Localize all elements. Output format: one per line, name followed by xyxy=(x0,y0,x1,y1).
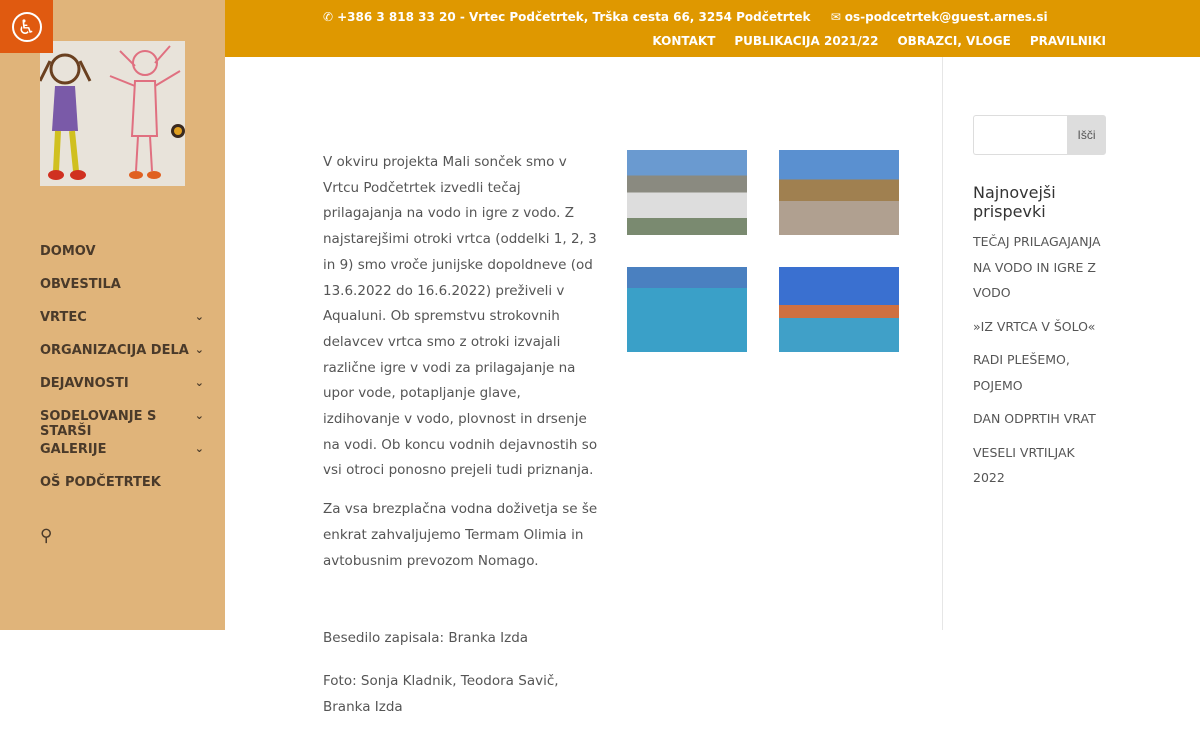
recent-post-link[interactable]: RADI PLEŠEMO, POJEMO xyxy=(973,352,1070,393)
recent-post-link[interactable]: TEČAJ PRILAGAJANJA NA VODO IN IGRE Z VODO xyxy=(973,234,1101,300)
nav-label: ORGANIZACIJA DELA xyxy=(40,343,189,358)
nav-item-organizacija-dela[interactable] xyxy=(40,343,210,376)
nav-label: VRTEC xyxy=(40,310,87,325)
chevron-down-icon[interactable]: ⌄ xyxy=(194,310,204,323)
sidebar xyxy=(0,0,225,630)
top-bar xyxy=(225,0,1200,57)
nav-label: OBVESTILA xyxy=(40,277,121,292)
nav-item-dejavnosti[interactable] xyxy=(40,376,210,409)
chevron-down-icon[interactable]: ⌄ xyxy=(194,343,204,356)
recent-posts-title: Najnovejši prispevki xyxy=(973,183,1056,221)
nav-item-obvestila[interactable] xyxy=(40,277,210,310)
accessibility-button[interactable] xyxy=(0,0,53,53)
nav-label: SODELOVANJE S STARŠI xyxy=(40,409,157,439)
recent-post-link[interactable]: DAN ODPRTIH VRAT xyxy=(973,411,1096,426)
photo-gallery xyxy=(627,150,899,352)
nav-label: DOMOV xyxy=(40,244,96,259)
gallery-photo-group[interactable] xyxy=(627,150,747,235)
nav-item-domov[interactable] xyxy=(40,244,210,277)
search-input[interactable] xyxy=(973,115,1067,155)
email-link[interactable]: os-podcetrtek@guest.arnes.si xyxy=(844,10,1048,24)
menu-kontakt[interactable]: KONTAKT xyxy=(652,34,716,48)
chevron-down-icon[interactable]: ⌄ xyxy=(194,376,204,389)
main-nav xyxy=(40,244,210,508)
contact-info xyxy=(323,10,1052,24)
gallery-photo-giraffes[interactable] xyxy=(779,150,899,235)
search-icon[interactable]: ⚲ xyxy=(40,526,53,546)
nav-item-os-podcetrtek[interactable] xyxy=(40,475,210,508)
menu-obrazci[interactable]: OBRAZCI, VLOGE xyxy=(897,34,1011,48)
top-menu xyxy=(652,34,1106,48)
recent-post-link[interactable]: »IZ VRTCA V ŠOLO« xyxy=(973,318,1096,334)
recent-post-link[interactable]: VESELI VRTILJAK 2022 xyxy=(973,444,1075,485)
author-credit: Besedilo zapisala: Branka Izda xyxy=(323,630,529,647)
accessibility-icon: ♿ xyxy=(12,12,42,42)
nav-label: DEJAVNOSTI xyxy=(40,376,129,391)
article-paragraph: V okviru projekta Mali sonček smo v Vrtcu Podčetrtek izvedli tečaj prilagajanja na vodo in igre z vodo. Z najstarejšimi otroki vrtca (oddelki 1, 2, 3 in 9) smo vroče junijske dopoldneve (od 13.6.2022 do 16.6.2022) preživeli v Aqualuni. Ob spremstvu strokovnih delavcev vrtca smo z otroki izvajali različne igre v vodi za prilagajanje na upor vode, potapljanje glave, izdihovanje v vodo, plovnost in drsenje na vodi. Ob koncu vodnih dejavnostih so vsi otroci ponosno prejeli tudi priznanja. xyxy=(323,154,598,479)
contact-text: +386 3 818 33 20 - Vrtec Podčetrtek, Trška cesta 66, 3254 Podčetrtek xyxy=(337,10,811,24)
nav-item-vrtec[interactable] xyxy=(40,310,210,343)
gallery-photo-pool[interactable] xyxy=(627,267,747,352)
article-body xyxy=(323,150,598,733)
menu-publikacija[interactable]: PUBLIKACIJA 2021/22 xyxy=(734,34,879,48)
nav-label: OŠ PODČETRTEK xyxy=(40,475,161,490)
mail-icon: ✉ xyxy=(830,10,841,24)
search-button[interactable]: Išči xyxy=(1067,115,1106,155)
logo-drawing[interactable] xyxy=(40,41,185,186)
divider xyxy=(942,57,943,630)
photo-credit: Foto: Sonja Kladnik, Teodora Savič, Branka Izda xyxy=(323,672,559,715)
nav-item-galerije[interactable] xyxy=(40,442,210,475)
phone-icon: ✆ xyxy=(323,10,334,24)
article-paragraph: Za vsa brezplačna vodna doživetja se še enkrat zahvaljujemo Termam Olimia in avtobusnim prevozom Nomago. xyxy=(323,501,598,569)
right-sidebar xyxy=(973,115,1106,491)
gallery-photo-pool-slides[interactable] xyxy=(779,267,899,352)
chevron-down-icon[interactable]: ⌄ xyxy=(194,409,204,422)
chevron-down-icon[interactable]: ⌄ xyxy=(194,442,204,455)
nav-item-sodelovanje[interactable] xyxy=(40,409,210,442)
nav-label: GALERIJE xyxy=(40,442,107,457)
search-form xyxy=(973,115,1106,155)
menu-pravilniki[interactable]: PRAVILNIKI xyxy=(1029,34,1106,48)
